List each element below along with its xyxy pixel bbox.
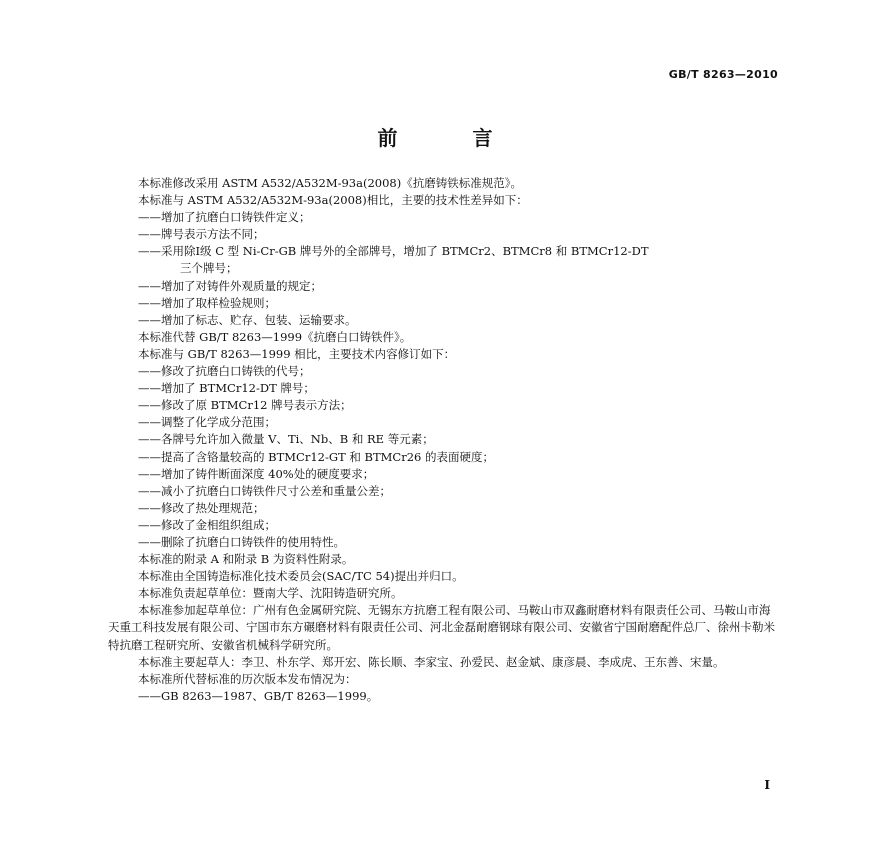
list-item: ——GB 8263—1987、GB/T 8263—1999。	[138, 688, 379, 703]
list-item: ——删除了抗磨白口铸铁件的使用特性。	[138, 534, 345, 549]
list-item: ——修改了热处理规范；	[138, 500, 265, 515]
list-item: ——提高了含铬量较高的 BTMCr12-GT 和 BTMCr26 的表面硬度；	[138, 449, 495, 464]
paragraph-history-intro: 本标准所代替标准的历次版本发布情况为：	[138, 671, 357, 686]
list-item: ——修改了抗磨白口铸铁的代号；	[138, 364, 311, 379]
list-item: ——减小了抗磨白口铸铁件尺寸公差和重量公差；	[138, 483, 391, 498]
page-number: I	[764, 778, 770, 792]
list-item-continuation: 三个牌号；	[180, 261, 238, 276]
paragraph-adoption: 本标准修改采用 ASTM A532/A532M-93a(2008)《抗磨铸铁标准规范》。	[138, 176, 522, 190]
paragraph-replaces: 本标准代替 GB/T 8263—1999《抗磨白口铸铁件》。	[138, 329, 412, 344]
list-item: ——采用除Ⅰ级 C 型 Ni-Cr-GB 牌号外的全部牌号，增加了 BTMCr2、BTMCr8 和 BTMCr12-DT	[138, 244, 649, 259]
paragraph-participating-drafters: 本标准参加起草单位：广州有色金属研究院、无锡东方抗磨工程有限公司、马鞍山市双鑫耐磨材料有限责任公司、马鞍山市海天重工科技发展有限公司、宁国市东方碾磨材料有限责任公司、河北金磊耐磨钢球有限公司、安徽省宁国耐磨配件总厂、徐州卡勒米特抗磨工程研究所、安徽省机械科学研究所。	[108, 603, 775, 652]
page-title: 前 言	[377, 126, 527, 150]
list-item: ——修改了金相组织组成；	[138, 517, 276, 532]
paragraph-differences-intro: 本标准与 ASTM A532/A532M-93a(2008)相比，主要的技术性差异如下：	[138, 193, 528, 208]
standard-code: GB/T 8263—2010	[668, 68, 778, 81]
list-item: ——增加了取样检验规则；	[138, 295, 276, 310]
list-item: ——修改了原 BTMCr12 牌号表示方法；	[138, 398, 352, 413]
list-item: ——各牌号允许加入微量 V、Ti、Nb、B 和 RE 等元素；	[138, 432, 434, 447]
paragraph-proposer: 本标准由全国铸造标准化技术委员会(SAC/TC 54)提出并归口。	[138, 569, 464, 584]
list-item: ——调整了化学成分范围；	[138, 415, 276, 430]
foreword-body	[108, 175, 776, 705]
paragraph-appendix: 本标准的附录 A 和附录 B 为资料性附录。	[138, 552, 354, 567]
list-item: ——增加了铸件断面深度 40%处的硬度要求；	[138, 466, 375, 481]
list-item: ——增加了 BTMCr12-DT 牌号；	[138, 381, 315, 396]
paragraph-changes-intro: 本标准与 GB/T 8263—1999 相比，主要技术内容修订如下：	[138, 346, 456, 361]
list-item: ——增加了抗磨白口铸铁件定义；	[138, 210, 311, 225]
list-item: ——增加了标志、贮存、包装、运输要求。	[138, 312, 357, 327]
list-item: ——牌号表示方法不同；	[138, 227, 265, 242]
paragraph-lead-drafters: 本标准负责起草单位：暨南大学、沈阳铸造研究所。	[138, 586, 403, 601]
paragraph-main-drafters: 本标准主要起草人：李卫、朴东学、郑开宏、陈长顺、李家宝、孙爱民、赵金斌、康彦晨、李成虎、王东善、宋量。	[138, 654, 725, 669]
list-item: ——增加了对铸件外观质量的规定；	[138, 278, 322, 293]
